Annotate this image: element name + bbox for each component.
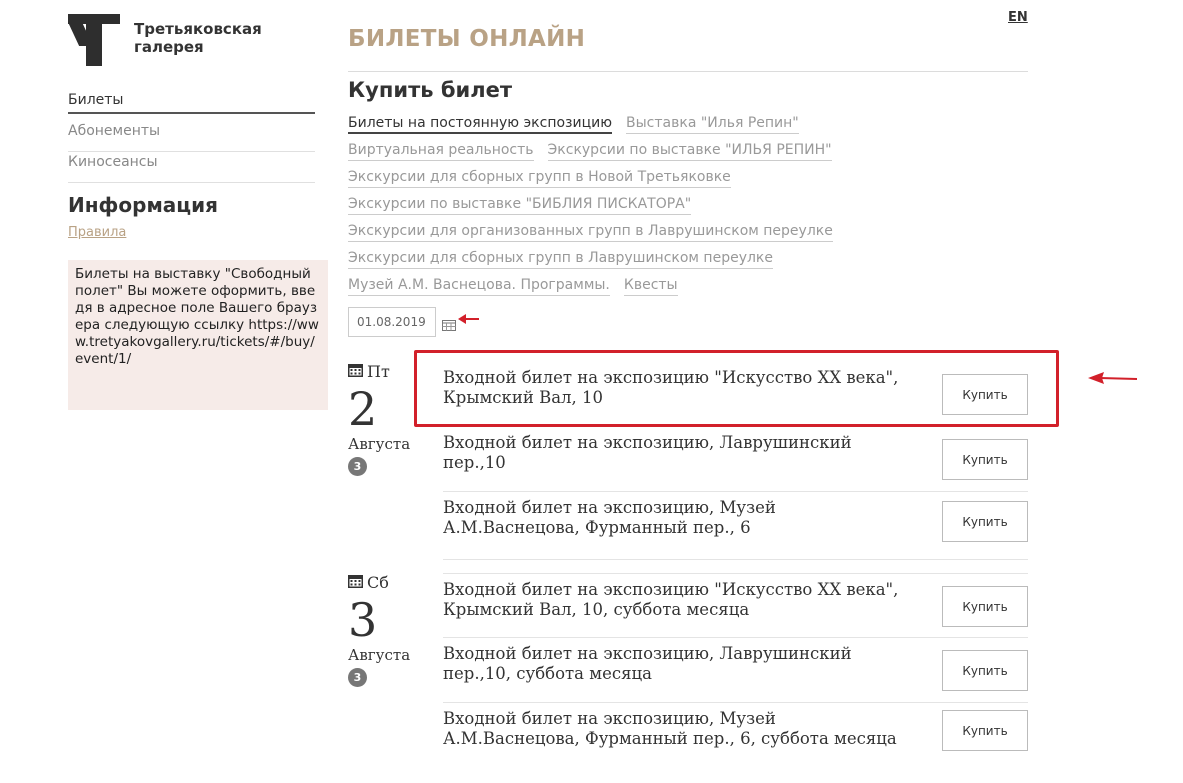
date-input[interactable]: [348, 307, 436, 337]
ticket-row: [443, 703, 1028, 783]
weekday-label: Сб: [367, 573, 389, 592]
ticket-count-badge: 3: [348, 668, 367, 687]
month-label: Августа: [348, 435, 411, 453]
language-switch-link[interactable]: EN: [1008, 10, 1028, 25]
day-number: 2: [348, 382, 378, 436]
calendar-icon[interactable]: [442, 316, 456, 328]
ticket-row: [443, 638, 1028, 703]
buy-button[interactable]: Купить: [942, 374, 1028, 415]
ticket-row: [443, 492, 1028, 560]
info-title: Информация: [68, 193, 218, 217]
ticket-name: Входной билет на экспозицию "Искусство XX века", Крымский Вал, 10, суббота месяца: [443, 580, 899, 619]
tab-permanent-exhibition[interactable]: Билеты на постоянную экспозицию: [348, 112, 612, 134]
rules-link[interactable]: Правила: [68, 225, 127, 240]
ticket-name: Входной билет на экспозицию "Искусство XX века", Крымский Вал, 10: [443, 368, 899, 407]
day-block: [348, 573, 433, 687]
month-label: Августа: [348, 646, 411, 664]
calendar-small-icon: [348, 573, 363, 592]
tab-vasnetsov-programs[interactable]: Музей А.М. Васнецова. Программы.: [348, 274, 610, 296]
sidebar-item-tickets[interactable]: Билеты: [68, 90, 315, 114]
tab-group-tours-lavrushinsky[interactable]: Экскурсии для сборных групп в Лаврушинском переулке: [348, 247, 773, 269]
weekday-label: Пт: [367, 362, 390, 381]
tab-piscator-bible-tours[interactable]: Экскурсии по выставке "БИБЛИЯ ПИСКАТОРА": [348, 193, 691, 215]
ticket-row: [443, 427, 1028, 492]
ticket-row: [443, 573, 1028, 638]
ticket-name: Входной билет на экспозицию, Музей А.М.Васнецова, Фурманный пер., 6: [443, 498, 776, 537]
gallery-logo[interactable]: [68, 14, 262, 66]
sidebar-item-cinema[interactable]: Киносеансы: [68, 152, 315, 183]
day-number: 3: [348, 593, 378, 647]
buy-ticket-title: Купить билет: [348, 78, 513, 102]
buy-button[interactable]: Купить: [942, 439, 1028, 480]
ticket-count-badge: 3: [348, 457, 367, 476]
ticket-name: Входной билет на экспозицию, Лаврушинский пер.,10: [443, 433, 852, 472]
tab-group-tours-new-tretyakov[interactable]: Экскурсии для сборных групп в Новой Третьяковке: [348, 166, 731, 188]
ticket-name: Входной билет на экспозицию, Лаврушинский пер.,10, суббота месяца: [443, 644, 852, 683]
ticket-name: Входной билет на экспозицию, Музей А.М.Васнецова, Фурманный пер., 6, суббота месяца: [443, 709, 897, 748]
date-picker: [348, 307, 456, 337]
tab-organized-groups-lavrushinsky[interactable]: Экскурсии для организованных групп в Лаврушинском переулке: [348, 220, 833, 242]
logo-text: [134, 20, 262, 56]
tab-virtual-reality[interactable]: Виртуальная реальность: [348, 139, 534, 161]
buy-button[interactable]: Купить: [942, 650, 1028, 691]
calendar-small-icon: [348, 362, 363, 381]
heading-divider: [348, 71, 1028, 72]
brand-line-2: галерея: [134, 38, 204, 56]
tab-repin-tours[interactable]: Экскурсии по выставке "ИЛЬЯ РЕПИН": [548, 139, 832, 161]
sidebar-item-subscriptions[interactable]: Абонементы: [68, 121, 315, 152]
ticket-category-tabs: [348, 112, 1038, 301]
highlight-box-annotation: [414, 350, 1059, 427]
sidebar-nav: [68, 90, 315, 183]
buy-button[interactable]: Купить: [942, 710, 1028, 751]
tab-repin-exhibition[interactable]: Выставка "Илья Репин": [626, 112, 799, 134]
red-arrow-annotation-icon: [1088, 370, 1138, 386]
tab-quests[interactable]: Квесты: [624, 274, 678, 296]
brand-line-1: Третьяковская: [134, 20, 262, 38]
page-heading: БИЛЕТЫ ОНЛАЙН: [348, 26, 586, 52]
info-note: Билеты на выставку "Свободный полет" Вы можете оформить, введя в адресное поле Вашего браузера следующую ссылку https://www.tretyakovgallery.ru/tickets/#/buy/event/1/: [68, 260, 328, 410]
red-arrow-annotation-icon: [458, 313, 480, 325]
buy-button[interactable]: Купить: [942, 586, 1028, 627]
logo-t-icon: [68, 14, 120, 66]
buy-button[interactable]: Купить: [942, 501, 1028, 542]
